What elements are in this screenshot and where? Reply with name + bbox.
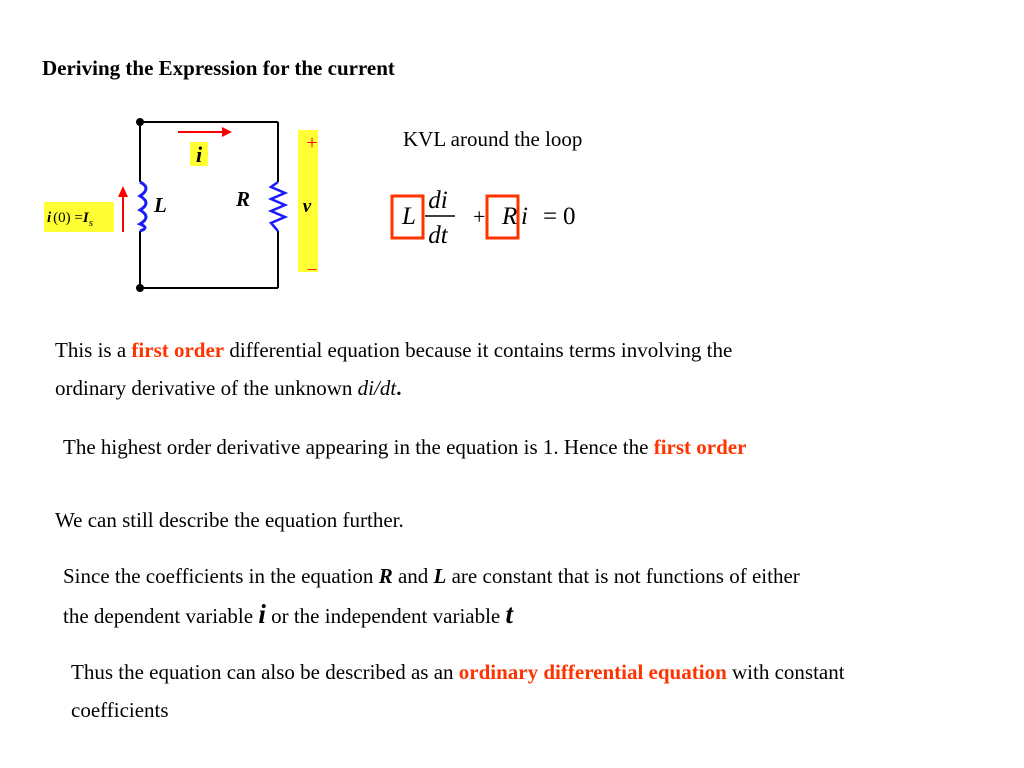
paragraph-coefficients — [63, 557, 800, 635]
paragraph-line: This is a first order differential equation because it contains terms involving the — [55, 338, 733, 362]
node-top-left — [136, 118, 144, 126]
paragraph-line: Thus the equation can also be described as an ordinary differential equation with constant — [71, 660, 845, 684]
paragraph-ode — [71, 653, 845, 729]
voltage-minus: – — [307, 258, 317, 278]
resistor-zigzag — [271, 182, 285, 231]
symbol-L: L — [433, 564, 447, 588]
inductor-label: L — [154, 193, 167, 217]
initial-condition-label: i $(0) =I_s$ — [47, 210, 93, 229]
symbol-R: R — [378, 564, 393, 588]
paragraph-line: Since the coefficients in the equation R and L are constant that is not functions of either — [63, 564, 800, 588]
equation-numerator: di — [428, 187, 448, 214]
initial-current-arrowhead — [118, 186, 128, 197]
resistor-label: R — [236, 187, 251, 211]
paragraph-line: coefficients — [71, 698, 169, 722]
highlight-first-order-2: first order — [653, 435, 747, 459]
current-arrowhead — [222, 127, 232, 137]
current-label: i — [195, 142, 203, 167]
paragraph-highest-order: The highest order derivative appearing in the equation is 1. Hence the first order — [63, 435, 747, 459]
node-bottom-left — [136, 284, 144, 292]
equation-R: R — [502, 203, 518, 230]
equation-i: i — [521, 203, 528, 230]
symbol-i: i — [258, 599, 266, 629]
voltage-label: v — [302, 196, 312, 217]
inductor-coil — [140, 182, 146, 231]
paragraph-first-order — [55, 331, 732, 407]
equation-denominator: dt — [428, 222, 448, 249]
voltage-plus: + — [306, 132, 318, 154]
equation-zero: 0 — [563, 203, 576, 230]
equation-L: L — [402, 203, 416, 230]
paragraph-line: the dependent variable i or the independent variable t — [63, 599, 514, 629]
kvl-equation — [392, 187, 576, 249]
equation-equals: = — [543, 203, 558, 230]
symbol-t: t — [505, 599, 514, 629]
kvl-label: KVL around the loop — [403, 127, 583, 151]
slide-title: Deriving the Expression for the current — [42, 56, 395, 80]
highlight-first-order: first order — [131, 338, 225, 362]
derivative-term: di/dt — [357, 376, 397, 400]
equation-plus: + — [473, 204, 486, 229]
paragraph-describe-further: We can still describe the equation further. — [55, 508, 404, 532]
highlight-ode: ordinary differential equation — [458, 660, 727, 684]
paragraph-line: ordinary derivative of the unknown di/dt. — [55, 376, 402, 400]
